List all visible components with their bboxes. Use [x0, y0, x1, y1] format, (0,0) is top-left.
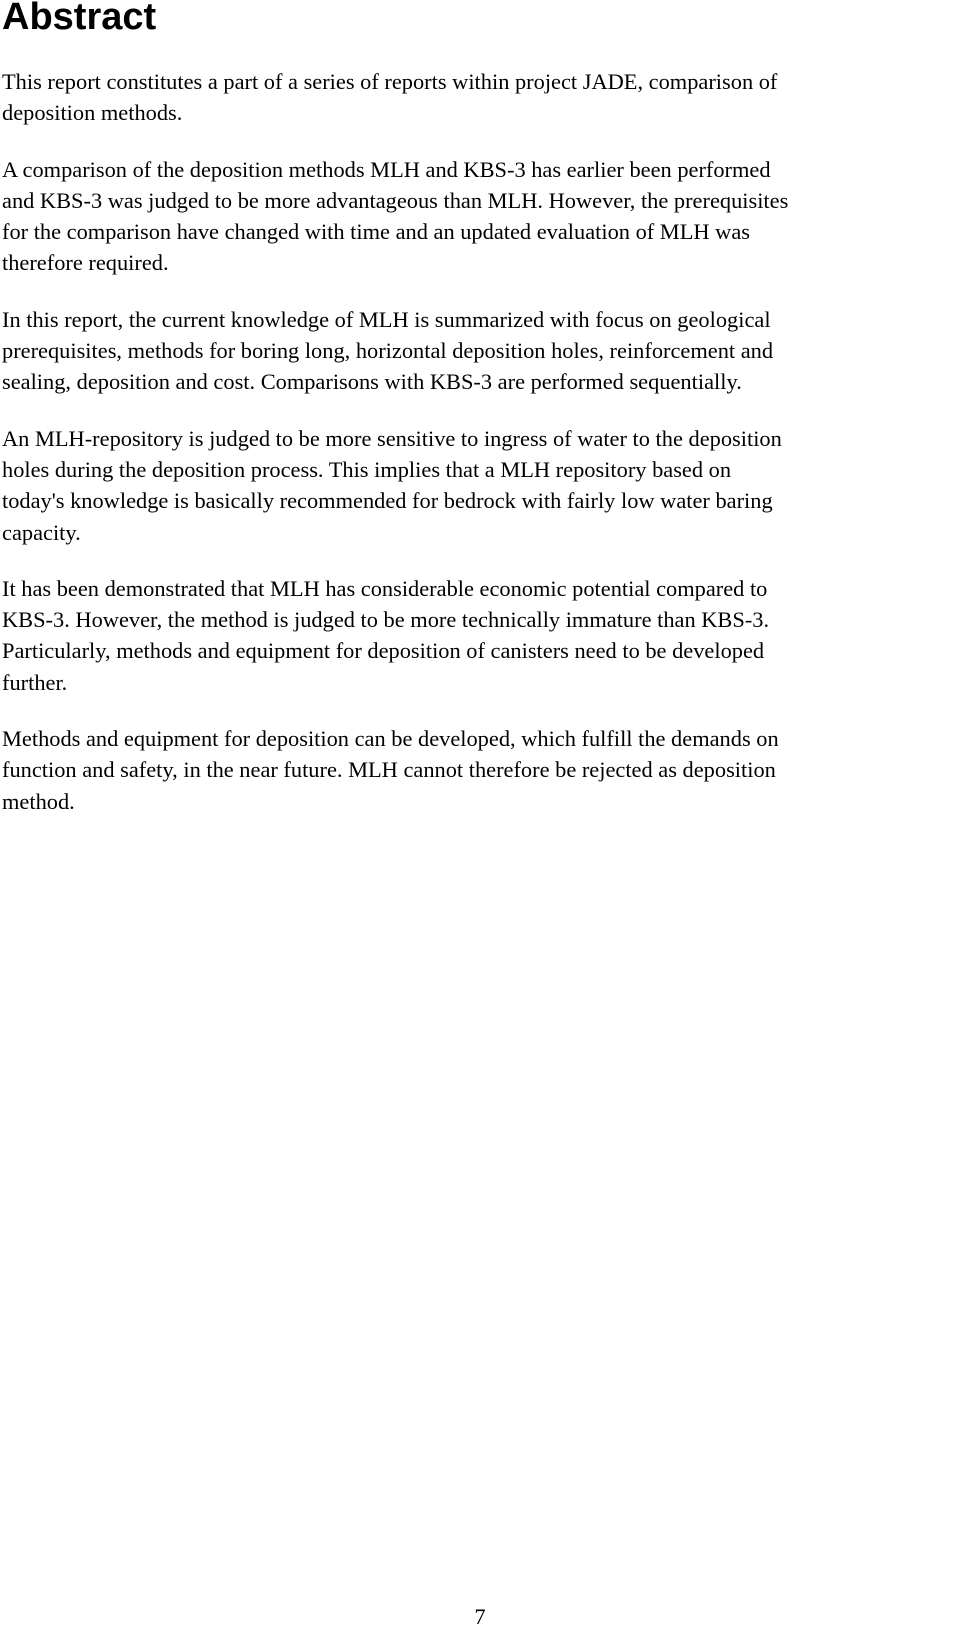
- paragraph: It has been demonstrated that MLH has considerable economic potential compared to KBS-3. However, the method is judged to be more technically immature than KBS-3. Particularly, methods and equipment for deposition of canisters need to be developed further.: [2, 575, 770, 695]
- paragraph: An MLH-repository is judged to be more sensitive to ingress of water to the deposition holes during the deposition process. This implies that a MLH repository based on today's knowledge is basically recommended for bedrock with fairly low water baring capacity.: [2, 425, 782, 545]
- abstract-body: [2, 66, 958, 842]
- paragraph: Methods and equipment for deposition can be developed, which fulfill the demands on function and safety, in the near future. MLH cannot therefore be rejected as deposition method.: [2, 726, 779, 814]
- section-heading: Abstract: [2, 0, 157, 38]
- page-number: 7: [474, 1604, 486, 1629]
- paragraph: In this report, the current knowledge of MLH is summarized with focus on geological prerequisites, methods for boring long, horizontal deposition holes, reinforcement and sealing, deposition and cost. Comparisons with KBS-3 are performed sequentially.: [2, 306, 774, 395]
- paragraph: A comparison of the deposition methods MLH and KBS-3 has earlier been performed and KBS-3 was judged to be more advantageous than MLH. However, the prerequisites for the comparison have changed with time and an updated evaluation of MLH was therefore required.: [2, 156, 789, 276]
- paragraph: This report constitutes a part of a series of reports within project JADE, comparison of deposition methods.: [2, 69, 778, 126]
